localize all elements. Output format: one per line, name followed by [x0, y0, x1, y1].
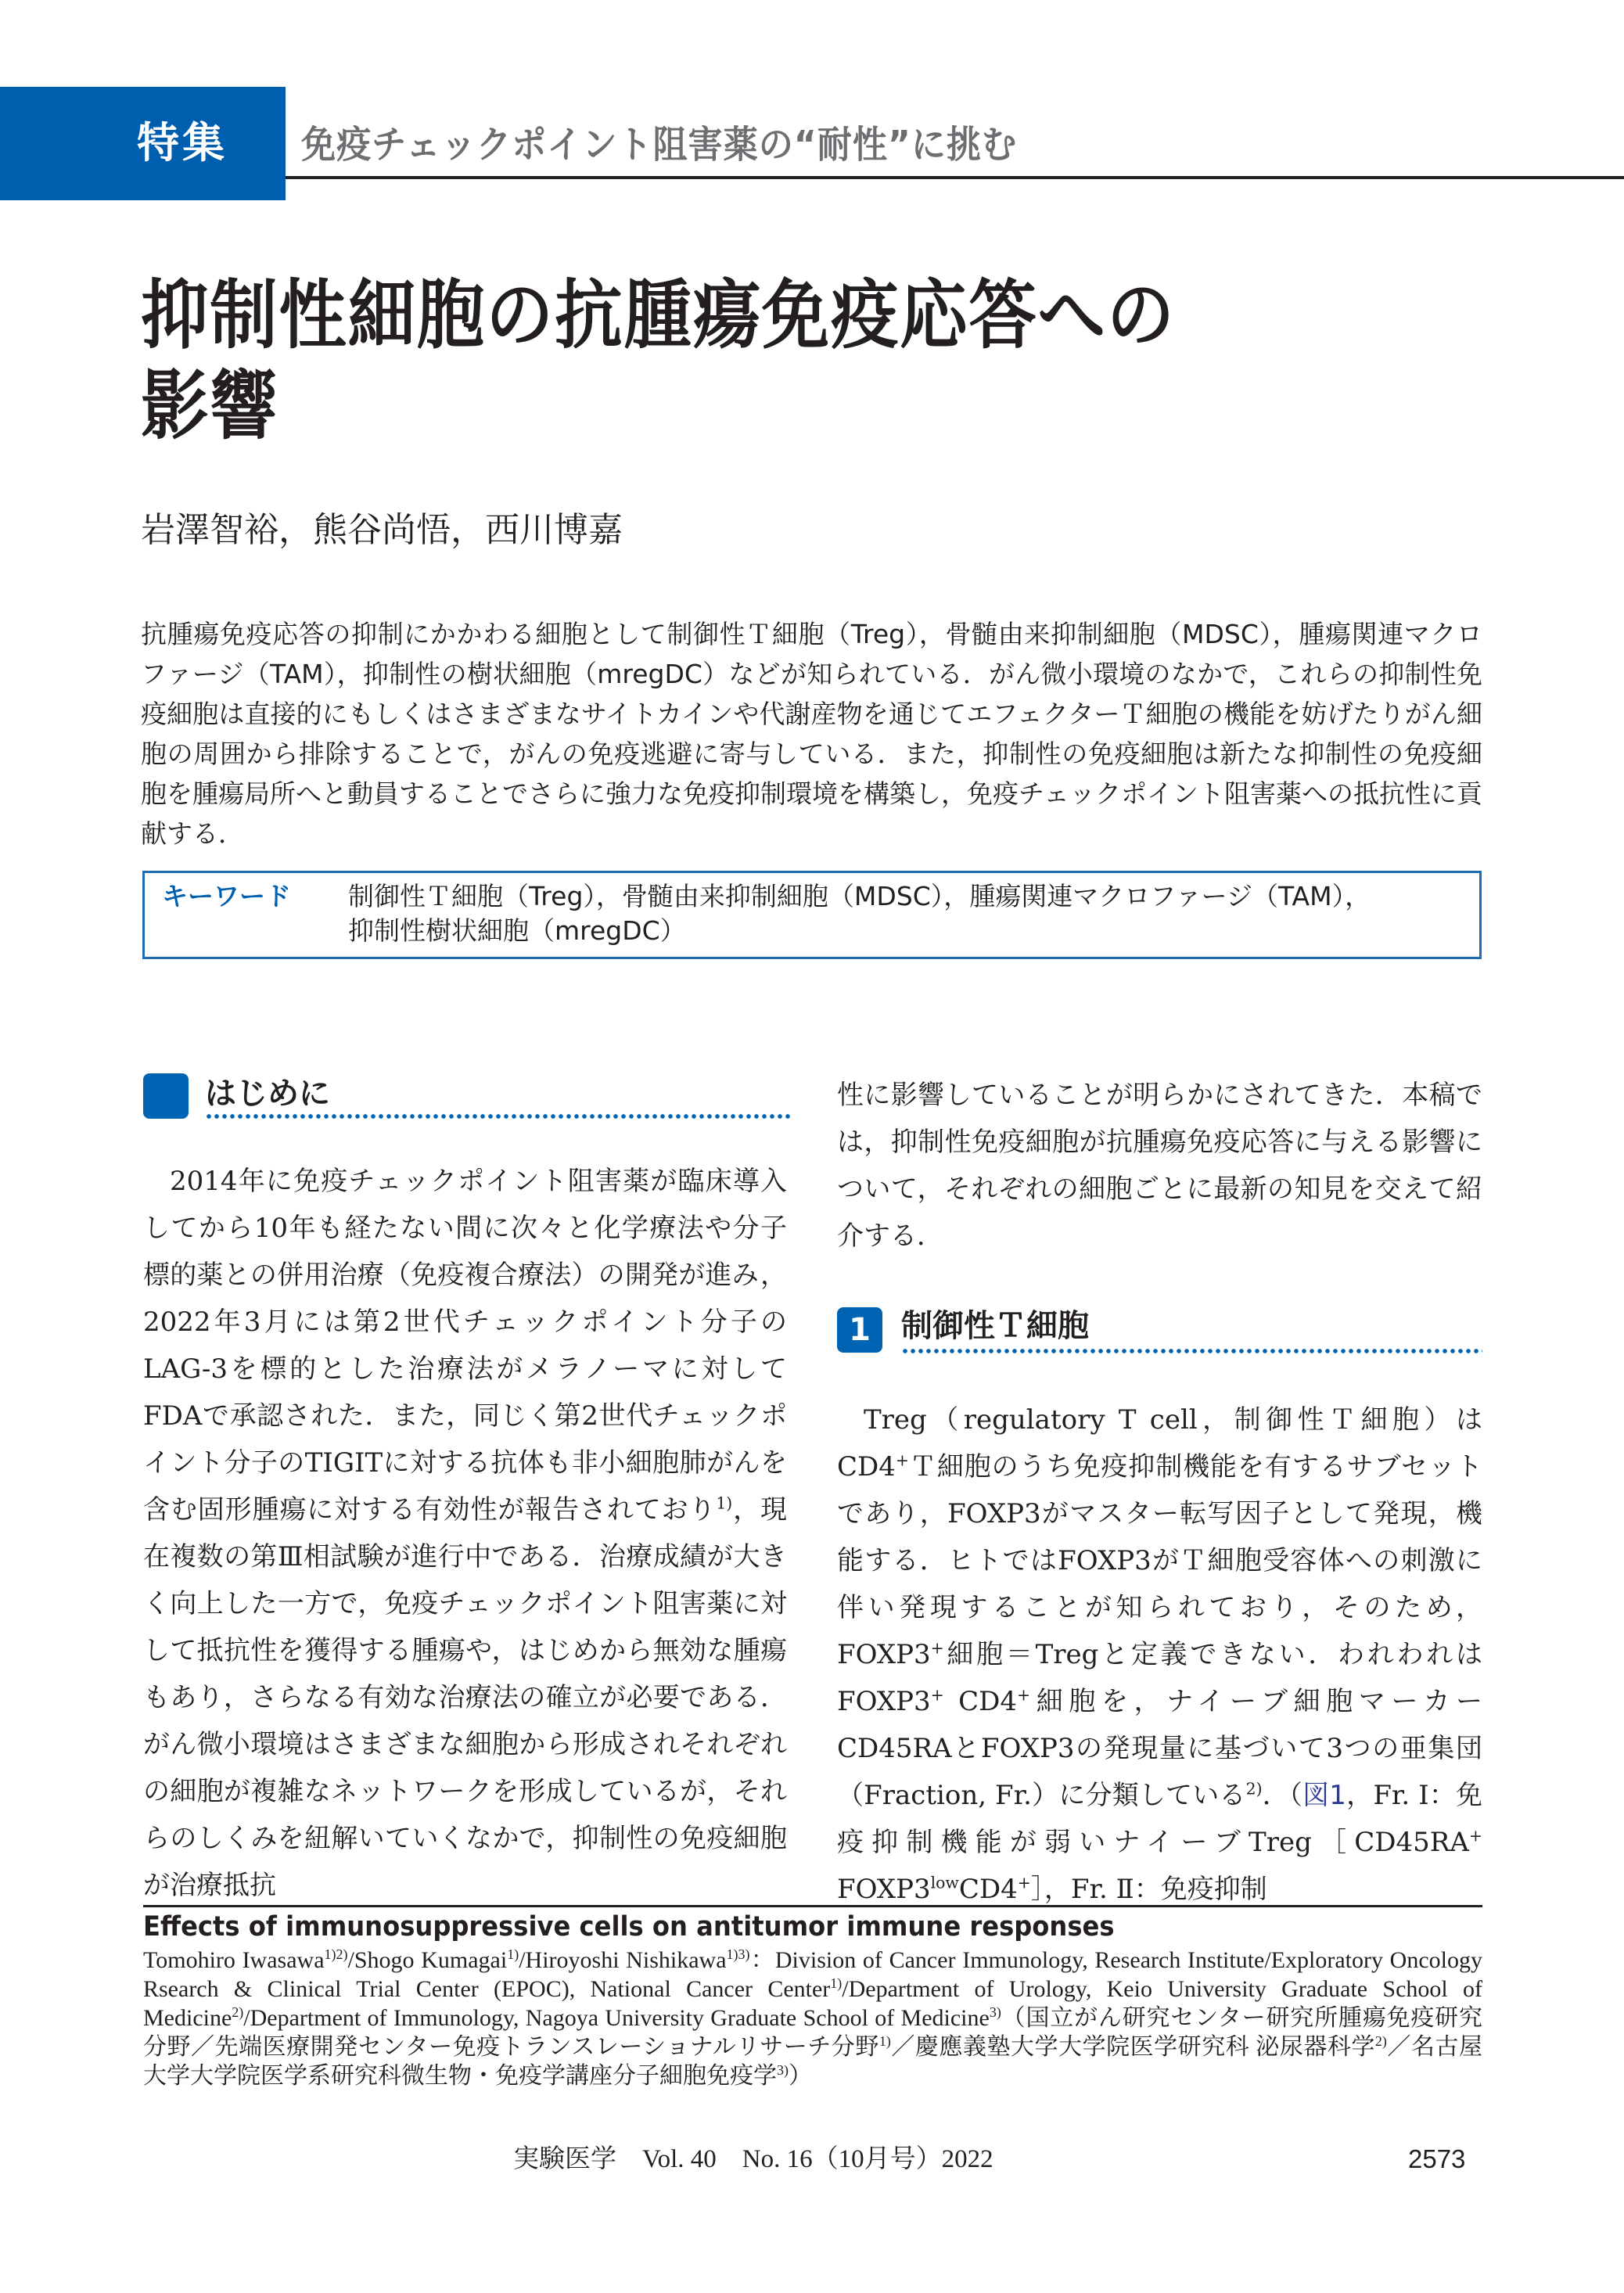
superscript: 1)2) [324, 1946, 348, 1962]
intro-paragraph-continued: 性に影響していることが明らかにされてきた．本稿では，抑制性免疫細胞が抗腫瘍免疫応答に与える影響について，それぞれの細胞ごとに最新の知見を交えて紹介する． [837, 1080, 1482, 1252]
page-number: 2573 [1408, 2144, 1466, 2173]
superscript: 1) [830, 1975, 843, 1991]
body-text: 細胞＝Tregと定義できない．われわれはFOXP3 [837, 1639, 1482, 1717]
superscript: + [930, 1685, 944, 1705]
article-title [141, 270, 1338, 451]
citation-ref[interactable]: 2) [1245, 1779, 1263, 1799]
authors: 岩澤智裕，熊谷尚悟，西川博嘉 [141, 510, 623, 550]
series-title: 免疫チェックポイント阻害薬の“耐性”に挑む [301, 123, 1018, 167]
superscript: 3) [989, 2004, 1001, 2020]
body-text: ，現在複数の第Ⅲ相試験が進行中である．治療成績が大きく向上した一方で，免疫チェックポイント阻害薬に対して抵抗性を獲得する腫瘍や，はじめから無効な腫瘍もあり，さらなる有効な治療法の確立が必要である．がん微小環境はさまざまな細胞から形成されそれぞれの細胞が複雑なネットワークを形成しているが，それらのしくみを紐解いていくなかで，抑制性の免疫細胞が治療抵抗 [143, 1494, 788, 1901]
affiliation-text: /Department of Immunology, Nagoya University Graduate School of Medicine [243, 2005, 990, 2031]
superscript: + [1017, 1685, 1031, 1705]
superscript: + [895, 1450, 909, 1470]
body-text: FOXP3 [837, 1874, 931, 1905]
superscript: 1) [507, 1946, 519, 1962]
body-text: CD4 [943, 1686, 1018, 1717]
author-name: Tomohiro Iwasawa [143, 1947, 325, 1973]
section-dotted-rule [901, 1349, 1482, 1353]
affiliation-text: ：Division of Cancer Immunology, Research Institute/Exploratory Oncology Rsearch & Clinical Trial Center (EPOC), National Cancer Center [143, 1947, 1482, 2002]
body-text: Treg（regulatory T cell，制御性Ｔ細胞）はCD4 [837, 1404, 1482, 1483]
body-text: CD4 [958, 1874, 1018, 1905]
abstract: 抗腫瘍免疫応答の抑制にかかわる細胞として制御性Ｔ細胞（Treg），骨髄由来抑制細胞（MDSC），腫瘍関連マクロファージ（TAM），抑制性の樹状細胞（mregDC）などが知られている．がん微小環境のなかで，これらの抑制性免疫細胞は直接的にもしくはさまざまなサイトカインや代謝産物を通じてエフェクターＴ細胞の機能を妨げたりがん細胞の周囲から排除することで，がんの免疫逃避に寄与している．また，抑制性の免疫細胞は新たな抑制性の免疫細胞を腫瘍局所へと動員することでさらに強力な免疫抑制環境を構築し，免疫チェックポイント阻害薬への抵抗性に貢献する． [141, 619, 1483, 849]
superscript: 3) [777, 2062, 789, 2078]
header-rule [286, 176, 1624, 179]
section-heading-introduction: はじめに [205, 1076, 330, 1112]
keyword-line: 制御性Ｔ細胞（Treg），骨髄由来抑制細胞（MDSC），腫瘍関連マクロファージ（TAM）， [348, 881, 1371, 911]
body-text: Ｔ細胞のうち免疫抑制機能を有するサブセットであり，FOXP3がマスター転写因子として発現，機能する．ヒトではFOXP3がＴ細胞受容体への刺激に伴い発現することが知られており，そのため，FOXP3 [837, 1451, 1482, 1670]
body-text: ．（ [1262, 1780, 1303, 1811]
affiliation-text: /Department of Urology, Keio University Graduate School of Medicine [143, 1976, 1483, 2031]
citation-ref[interactable]: 1) [716, 1493, 733, 1513]
article-title-line1: 抑制性細胞の抗腫瘍免疫応答への [141, 271, 1176, 359]
section-marker-icon [143, 1073, 189, 1119]
journal-citation: 実験医学 Vol. 40 No. 16（10月号）2022 [513, 2145, 993, 2173]
feature-label: 特集 [137, 118, 228, 167]
treg-paragraph [837, 1396, 1482, 1913]
article-title-line2: 影響 [141, 362, 279, 450]
superscript: 2) [232, 2004, 244, 2020]
superscript: + [1017, 1873, 1031, 1892]
intro-paragraph [143, 1158, 787, 1909]
affiliation-text-jp: ） [789, 2063, 812, 2089]
keyword-label: キーワード [162, 881, 291, 911]
superscript: 1)3) [726, 1946, 750, 1962]
superscript: 2) [1374, 2033, 1387, 2049]
section-dotted-rule [205, 1114, 793, 1119]
body-text: ］，Fr. Ⅱ：免疫抑制 [1030, 1874, 1267, 1905]
figure-link[interactable]: 図1 [1302, 1780, 1346, 1811]
keyword-line: 抑制性樹状細胞（mregDC） [348, 915, 686, 946]
body-text: ，Fr. Ⅰ：免疫抑制機能が弱いナイーブTreg［CD45RA [837, 1780, 1483, 1858]
author-name: /Shogo Kumagai [347, 1947, 508, 1973]
body-text: 細胞を，ナイーブ細胞マーカーCD45RAとFOXP3の発現量に基づいて3つの亜集団（Fraction, Fr.）に分類している [837, 1686, 1482, 1811]
superscript: low [930, 1873, 959, 1892]
superscript: + [930, 1638, 944, 1658]
affiliation-text-jp: ／名古屋大学大学院医学系研究科微生物・免疫学講座分子細胞免疫学 [143, 2034, 1483, 2089]
body-text: 2014年に免疫チェックポイント阻害薬が臨床導入してから10年も経たない間に次々と化学療法や分子標的薬との併用治療（免疫複合療法）の開発が進み，2022年3月には第2世代チェックポイント分子のLAG-3を標的とした治療法がメラノーマに対してFDAで承認された．また，同じく第2世代チェックポイント分子のTIGITに対する抗体も非小細胞肺がんを含む固形腫瘍に対する有効性が報告されており [143, 1166, 787, 1526]
author-name: /Hiroyoshi Nishikawa [519, 1947, 727, 1973]
superscript: 1) [878, 2033, 891, 2049]
affiliation-text-jp: ／慶應義塾大学大学院医学研究科 泌尿器科学 [890, 2034, 1375, 2060]
section-number-badge: 1 [837, 1307, 882, 1353]
affiliations [143, 1946, 1482, 2090]
english-title: Effects of immunosuppressive cells on antitumor immune responses [143, 1911, 1115, 1943]
footer-rule [143, 1905, 1482, 1907]
keyword-list [348, 879, 1459, 948]
affiliation-text-jp: （国立がん研究センター研究所腫瘍免疫研究分野／先端医療開発センター免疫トランスレーショナルリサーチ分野 [143, 2005, 1482, 2060]
superscript: + [1468, 1826, 1482, 1846]
section-heading-treg: 制御性Ｔ細胞 [901, 1308, 1089, 1344]
